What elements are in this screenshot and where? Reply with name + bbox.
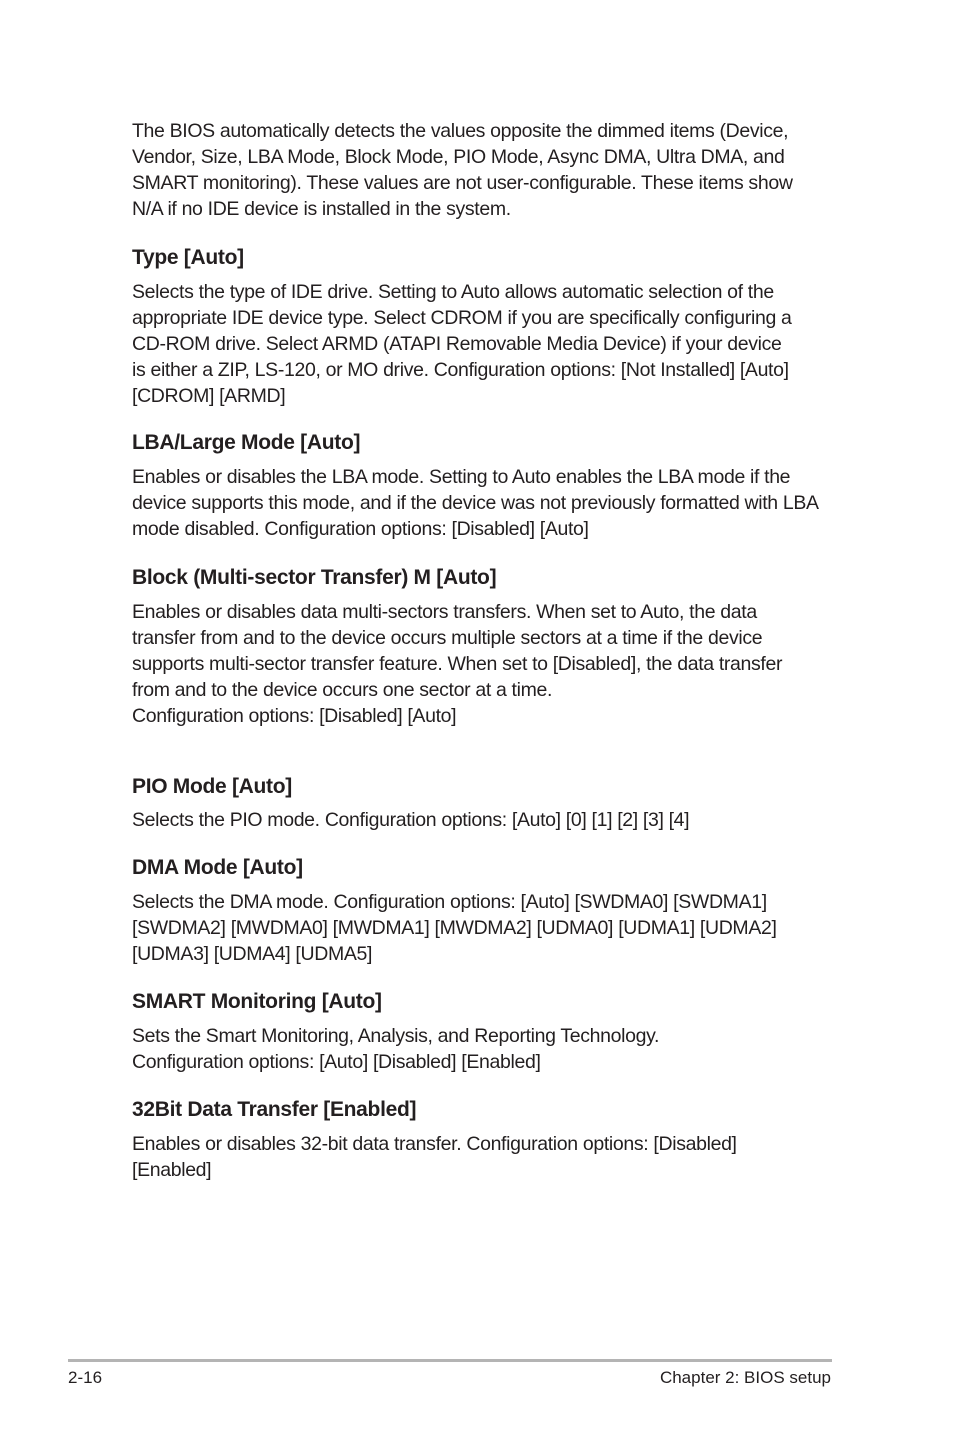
section-body xyxy=(132,889,862,967)
body-line: Enables or disables the LBA mode. Setting to Auto enables the LBA mode if the xyxy=(132,466,791,488)
section-body xyxy=(132,464,862,542)
section-body xyxy=(132,807,862,833)
section-lba-large-mode xyxy=(132,430,862,542)
section-heading: LBA/Large Mode [Auto] xyxy=(132,431,361,454)
body-line: [CDROM] [ARMD] xyxy=(132,385,286,407)
section-body xyxy=(132,599,862,729)
section-pio-mode xyxy=(132,774,862,833)
body-line: device supports this mode, and if the device was not previously formatted with LBA xyxy=(132,492,819,514)
body-line: Sets the Smart Monitoring, Analysis, and Reporting Technology. xyxy=(132,1025,660,1047)
section-heading: DMA Mode [Auto] xyxy=(132,856,303,879)
intro-line: The BIOS automatically detects the values opposite the dimmed items (Device, xyxy=(132,120,789,142)
body-line: [UDMA3] [UDMA4] [UDMA5] xyxy=(132,943,373,965)
body-line: Selects the type of IDE drive. Setting to Auto allows automatic selection of the xyxy=(132,281,774,303)
footer-divider xyxy=(68,1359,832,1362)
section-body xyxy=(132,1023,862,1075)
section-smart-monitoring xyxy=(132,989,862,1075)
body-line: CD-ROM drive. Select ARMD (ATAPI Removable Media Device) if your device xyxy=(132,333,782,355)
section-dma-mode xyxy=(132,855,862,967)
body-line: is either a ZIP, LS-120, or MO drive. Configuration options: [Not Installed] [Auto] xyxy=(132,359,789,381)
section-heading: Block (Multi-sector Transfer) M [Auto] xyxy=(132,566,497,589)
body-line: mode disabled. Configuration options: [Disabled] [Auto] xyxy=(132,518,589,540)
intro-line: N/A if no IDE device is installed in the system. xyxy=(132,198,511,220)
body-line: from and to the device occurs one sector at a time. xyxy=(132,679,553,701)
body-line: Enables or disables 32-bit data transfer. Configuration options: [Disabled] xyxy=(132,1133,737,1155)
chapter-title: Chapter 2: BIOS setup xyxy=(659,1368,831,1387)
section-heading: 32Bit Data Transfer [Enabled] xyxy=(132,1098,417,1121)
section-type xyxy=(132,245,862,409)
body-line: Selects the PIO mode. Configuration options: [Auto] [0] [1] [2] [3] [4] xyxy=(132,809,690,831)
body-line: [SWDMA2] [MWDMA0] [MWDMA1] [MWDMA2] [UDMA0] [UDMA1] [UDMA2] xyxy=(132,917,777,939)
body-line: Configuration options: [Disabled] [Auto] xyxy=(132,705,457,727)
intro-line: Vendor, Size, LBA Mode, Block Mode, PIO Mode, Async DMA, Ultra DMA, and xyxy=(132,146,785,168)
section-body xyxy=(132,279,862,409)
body-line: Enables or disables data multi-sectors transfers. When set to Auto, the data xyxy=(132,601,757,623)
section-32bit-data-transfer xyxy=(132,1097,862,1183)
body-line: [Enabled] xyxy=(132,1159,212,1181)
body-line: appropriate IDE device type. Select CDROM if you are specifically configuring a xyxy=(132,307,792,329)
intro-line: SMART monitoring). These values are not user-configurable. These items show xyxy=(132,172,793,194)
section-block-mode xyxy=(132,565,862,729)
section-body xyxy=(132,1131,862,1183)
body-line: Configuration options: [Auto] [Disabled] [Enabled] xyxy=(132,1051,541,1073)
section-heading: SMART Monitoring [Auto] xyxy=(132,990,382,1013)
body-line: transfer from and to the device occurs multiple sectors at a time if the device xyxy=(132,627,763,649)
body-line: Selects the DMA mode. Configuration options: [Auto] [SWDMA0] [SWDMA1] xyxy=(132,891,767,913)
page-number: 2-16 xyxy=(68,1368,103,1387)
section-heading: PIO Mode [Auto] xyxy=(132,775,292,798)
body-line: supports multi-sector transfer feature. When set to [Disabled], the data transfer xyxy=(132,653,783,675)
intro-paragraph xyxy=(132,118,852,222)
section-heading: Type [Auto] xyxy=(132,246,244,269)
